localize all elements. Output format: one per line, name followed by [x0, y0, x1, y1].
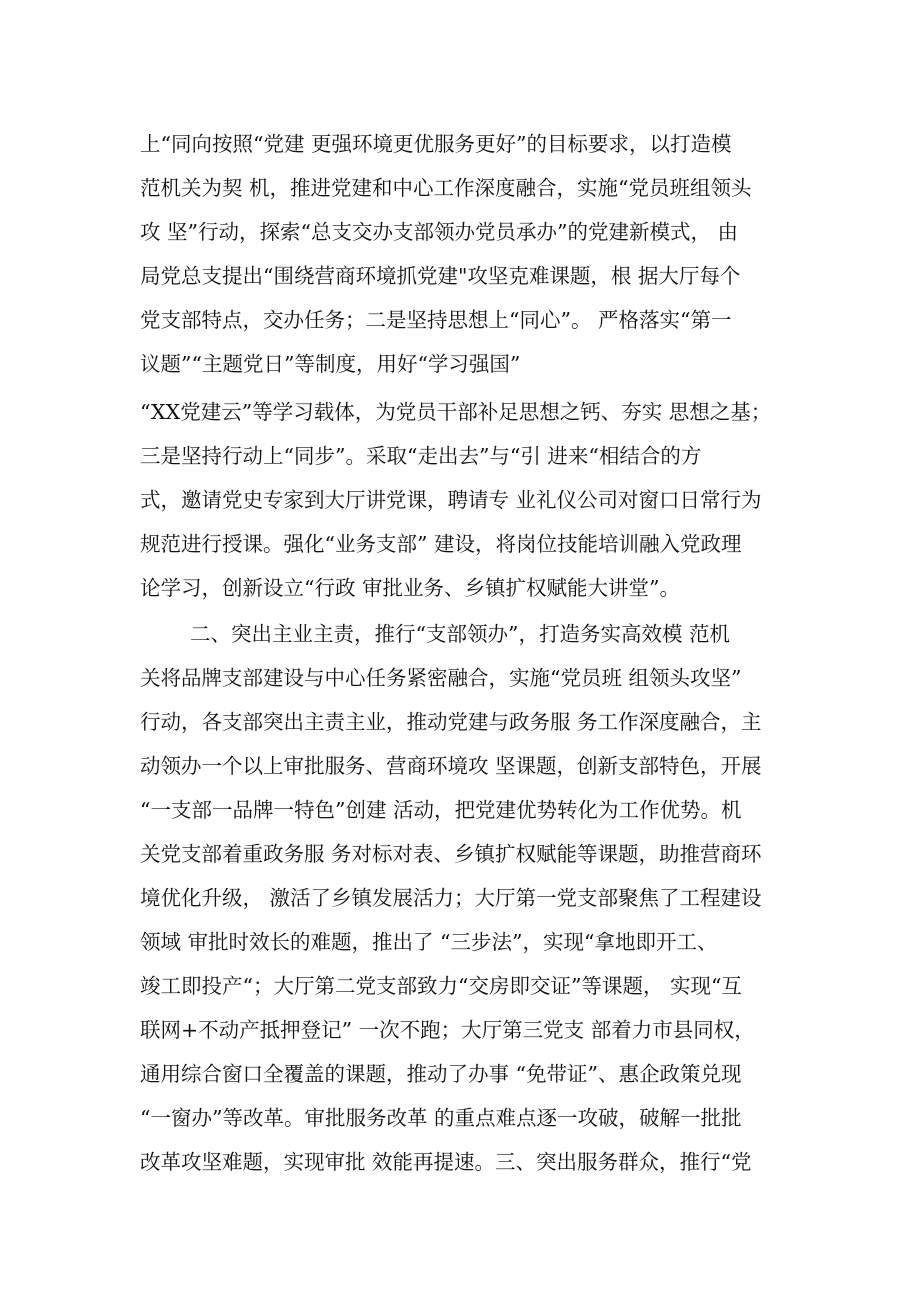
- body-text-line: 三是坚持行动上“同步”。采取“走出去”与“引 进来“相结合的方: [140, 444, 702, 468]
- body-text-line: 改革攻坚难题，实现审批 效能再提速。三、突出服务群众，推行“党: [140, 1150, 752, 1174]
- body-text-line: 上“同向按照“党建 更强环境更优服务更好”的目标要求，以打造模: [140, 132, 732, 156]
- body-text-line: 领域 审批时效长的难题，推出了 “三步法”，实现“拿地即开工、: [140, 930, 718, 954]
- body-text-line: 攻 坚”行动，探索“总支交办支部领办党员承办”的党建新模式， 由: [140, 220, 738, 244]
- body-text-line: 动领办一个以上审批服务、营商环境攻 坚课题，创新支部特色，开展: [140, 754, 762, 778]
- body-text-line: 议题”“主题党日”等制度，用好“学习强国”: [140, 352, 521, 376]
- body-text-line: 论学习，创新设立“行政 审批业务、乡镇扩权赋能大讲堂”。: [140, 576, 680, 600]
- body-text-line: “XX党建云”等学习载体，为党员干部补足思想之钙、夯实 思想之基；: [140, 400, 772, 424]
- body-text-line: 范机关为契 机，推进党建和中心工作深度融合，实施“党员班组领头: [140, 176, 752, 200]
- body-text-line: 行动，各支部突出主责主业，推动党建与政务服 务工作深度融合，主: [140, 710, 762, 734]
- body-text-line: 境优化升级， 激活了乡镇发展活力；大厅第一党支部聚焦了工程建设: [140, 886, 762, 910]
- body-text-line: 党支部特点，交办任务；二是坚持思想上“同心”。 严格落实“第一: [140, 308, 732, 332]
- body-text-line: 通用综合窗口全覆盖的课题，推动了办事 “免带证”、惠企政策兑现: [140, 1062, 742, 1086]
- body-text-line: 竣工即投产“；大厅第二党支部致力“交房即交证”等课题， 实现“互: [140, 974, 742, 998]
- body-text-line: 式，邀请党史专家到大厅讲党课，聘请专 业礼仪公司对窗口日常行为: [140, 488, 762, 512]
- body-text-line: “一支部一品牌一特色”创建 活动，把党建优势转化为工作优势。机: [140, 798, 742, 822]
- body-text-line: “一窗办”等改革。审批服务改革 的重点难点逐一攻破，破解一批批: [140, 1106, 742, 1130]
- body-text-line: 关将品牌支部建设与中心任务紧密融合，实施“党员班 组领头攻坚”: [140, 666, 742, 690]
- body-text-line: 关党支部着重政务服 务对标对表、乡镇扩权赋能等课题，助推营商环: [140, 842, 762, 866]
- section-two-heading-line: 二、突出主业主责，推行“支部领办”，打造务实高效模 范机: [190, 622, 730, 646]
- body-text-line: 联网+不动产抵押登记” 一次不跑；大厅第三党支 部着力市县同权，: [140, 1018, 755, 1042]
- body-text-line: 规范进行授课。强化“业务支部” 建设，将岗位技能培训融入党政理: [140, 532, 742, 556]
- body-text-line: 局党总支提出“围绕营商环境抓党建"攻坚克难课题，根 据大厅每个: [140, 264, 741, 288]
